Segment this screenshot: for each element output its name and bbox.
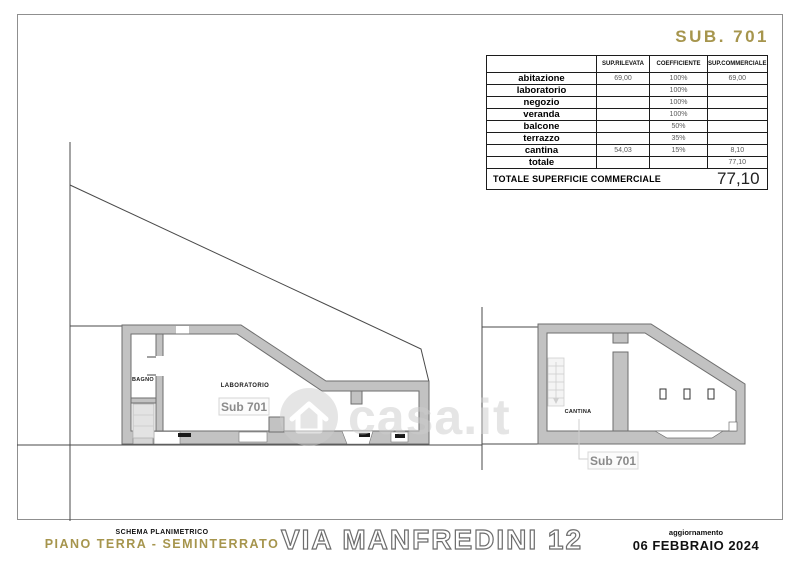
cell-label: totale [487, 157, 597, 169]
pilaster [269, 417, 284, 432]
terrain-section-lines [17, 142, 538, 521]
footer-update [611, 528, 781, 553]
cell-commerciale: 77,10 [708, 157, 768, 169]
corner-step [729, 422, 737, 431]
cell-label: abitazione [487, 73, 597, 85]
right-plan-walls [538, 324, 745, 444]
sub-unit-label: Sub 701 [589, 454, 637, 468]
room-label-laboratorio: LABORATORIO [220, 383, 270, 389]
cell-commerciale: 69,00 [708, 73, 768, 85]
cell-coeff: 100% [650, 73, 708, 85]
cell-coeff: 50% [650, 121, 708, 133]
cell-commerciale: 8,10 [708, 145, 768, 157]
room-label-bagno: BAGNO [132, 377, 154, 383]
cell-coeff: 100% [650, 109, 708, 121]
header-sup-rilevata: SUP.RILEVATA [597, 56, 650, 73]
cell-coeff: 100% [650, 97, 708, 109]
window-markers [660, 389, 714, 399]
cell-rilevata: 54,03 [597, 145, 650, 157]
bottom-recess [655, 431, 723, 438]
update-date: 06 FEBBRAIO 2024 [632, 538, 760, 553]
cell-label: laboratorio [487, 85, 597, 97]
cell-coeff: 100% [650, 85, 708, 97]
cell-label: negozio [487, 97, 597, 109]
left-floor-plan [122, 325, 429, 444]
cell-label: cantina [487, 145, 597, 157]
stairs [548, 358, 564, 406]
bagno-door-gap [155, 356, 165, 376]
cell-label: terrazzo [487, 133, 597, 145]
total-label: TOTALE SUPERFICIE COMMERCIALE [493, 174, 661, 184]
cell-coeff: 15% [650, 145, 708, 157]
entry-gap [176, 326, 189, 334]
pilaster [351, 391, 362, 404]
cell-label: veranda [487, 109, 597, 121]
total-value: 77,10 [717, 169, 760, 188]
bagno-partition [156, 334, 163, 431]
header-coefficiente: COEFFICIENTE [650, 56, 708, 73]
address-title: VIA MANFREDINI 12 [280, 524, 584, 555]
watermark-text: casa.it [348, 389, 511, 445]
cell-coeff: 35% [650, 133, 708, 145]
sheet-title: SUB. 701 [675, 27, 769, 46]
cantina-partition-stub [613, 333, 628, 343]
right-floor-plan [538, 324, 745, 469]
floor-caption: PIANO TERRA - SEMINTERRATO [44, 537, 280, 551]
cantina-partition [613, 352, 628, 431]
schema-caption: SCHEMA PLANIMETRICO [115, 529, 209, 536]
cell-label: balcone [487, 121, 597, 133]
bagno-lower-partition [131, 398, 156, 403]
update-caption: aggiornamento [668, 528, 724, 537]
bath-fixture [133, 404, 154, 438]
sub-unit-label: Sub 701 [220, 400, 268, 414]
header-sup-commerciale: SUP.COMMERCIALE [708, 56, 768, 73]
room-label-cantina: CANTINA [564, 409, 592, 415]
cell-rilevata: 69,00 [597, 73, 650, 85]
